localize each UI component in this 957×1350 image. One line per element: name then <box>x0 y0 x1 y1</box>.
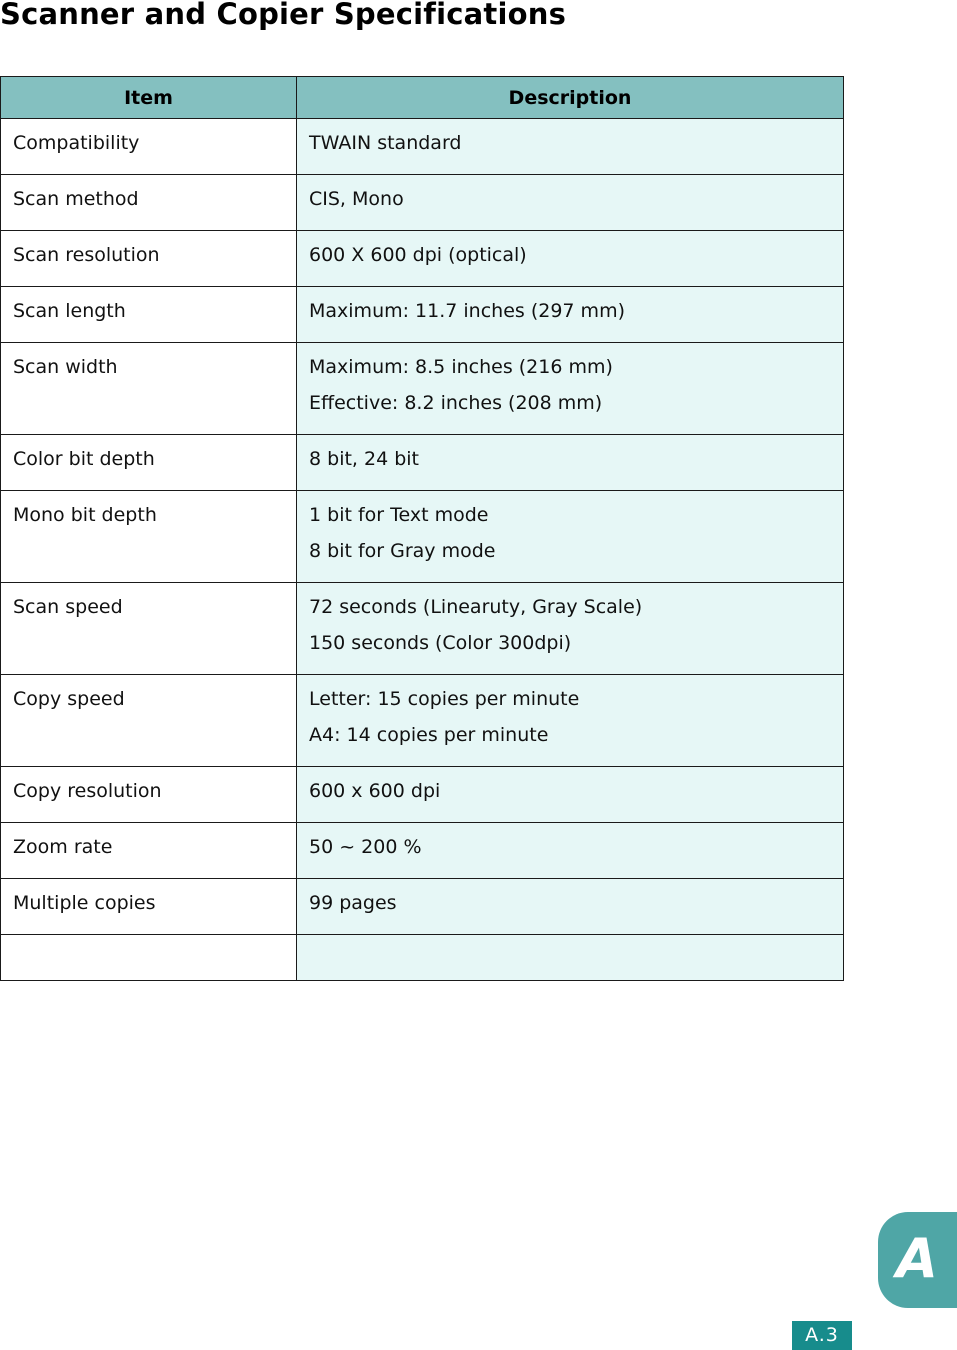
description-cell <box>297 435 844 491</box>
description-line: 150 seconds (Color 300dpi) <box>309 632 572 654</box>
item-cell <box>1 935 297 981</box>
description-line: 8 bit for Gray mode <box>309 540 496 562</box>
description-line: 50 ~ 200 % <box>309 836 422 858</box>
description-line: 600 X 600 dpi (optical) <box>309 244 527 266</box>
description-line: 8 bit, 24 bit <box>309 448 420 470</box>
description-cell <box>297 491 844 583</box>
table-row <box>1 175 844 231</box>
item-cell: Copy speed <box>1 675 297 767</box>
column-header-description: Description <box>297 77 844 119</box>
description-cell <box>297 583 844 675</box>
description-line: Letter: 15 copies per minute <box>309 688 580 710</box>
item-cell: Scan length <box>1 287 297 343</box>
table-row <box>1 231 844 287</box>
page-number: A.3 <box>792 1321 852 1350</box>
table-row <box>1 879 844 935</box>
item-cell: Scan resolution <box>1 231 297 287</box>
table-row <box>1 935 844 981</box>
description-line: 600 x 600 dpi <box>309 780 441 802</box>
description-cell <box>297 231 844 287</box>
description-cell <box>297 935 844 981</box>
description-cell <box>297 767 844 823</box>
column-header-item: Item <box>1 77 297 119</box>
description-line: 1 bit for Text mode <box>309 504 489 526</box>
table-row <box>1 287 844 343</box>
table-row <box>1 823 844 879</box>
description-line: 72 seconds (Linearuty, Gray Scale) <box>309 596 643 618</box>
table-row <box>1 435 844 491</box>
item-cell: Compatibility <box>1 119 297 175</box>
item-cell: Copy resolution <box>1 767 297 823</box>
table-row <box>1 675 844 767</box>
description-cell <box>297 675 844 767</box>
item-cell: Scan method <box>1 175 297 231</box>
item-cell: Scan width <box>1 343 297 435</box>
table-header-row <box>1 77 844 119</box>
description-line: Maximum: 11.7 inches (297 mm) <box>309 300 625 322</box>
description-line: 99 pages <box>309 892 397 914</box>
description-line: A4: 14 copies per minute <box>309 724 549 746</box>
description-cell <box>297 343 844 435</box>
description-cell <box>297 119 844 175</box>
description-cell <box>297 175 844 231</box>
item-cell: Scan speed <box>1 583 297 675</box>
table-row <box>1 491 844 583</box>
description-cell <box>297 823 844 879</box>
item-cell: Mono bit depth <box>1 491 297 583</box>
description-cell <box>297 879 844 935</box>
item-cell: Color bit depth <box>1 435 297 491</box>
table-row <box>1 767 844 823</box>
description-line: TWAIN standard <box>309 132 462 154</box>
description-line: Effective: 8.2 inches (208 mm) <box>309 392 603 414</box>
description-line: Maximum: 8.5 inches (216 mm) <box>309 356 613 378</box>
chapter-letter: A <box>896 1227 938 1290</box>
description-line: CIS, Mono <box>309 188 404 210</box>
item-cell: Multiple copies <box>1 879 297 935</box>
specifications-table <box>0 76 844 981</box>
page-title: Scanner and Copier Specifications <box>0 0 567 31</box>
table-row <box>1 343 844 435</box>
table-row <box>1 119 844 175</box>
table-row <box>1 583 844 675</box>
description-cell <box>297 287 844 343</box>
item-cell: Zoom rate <box>1 823 297 879</box>
